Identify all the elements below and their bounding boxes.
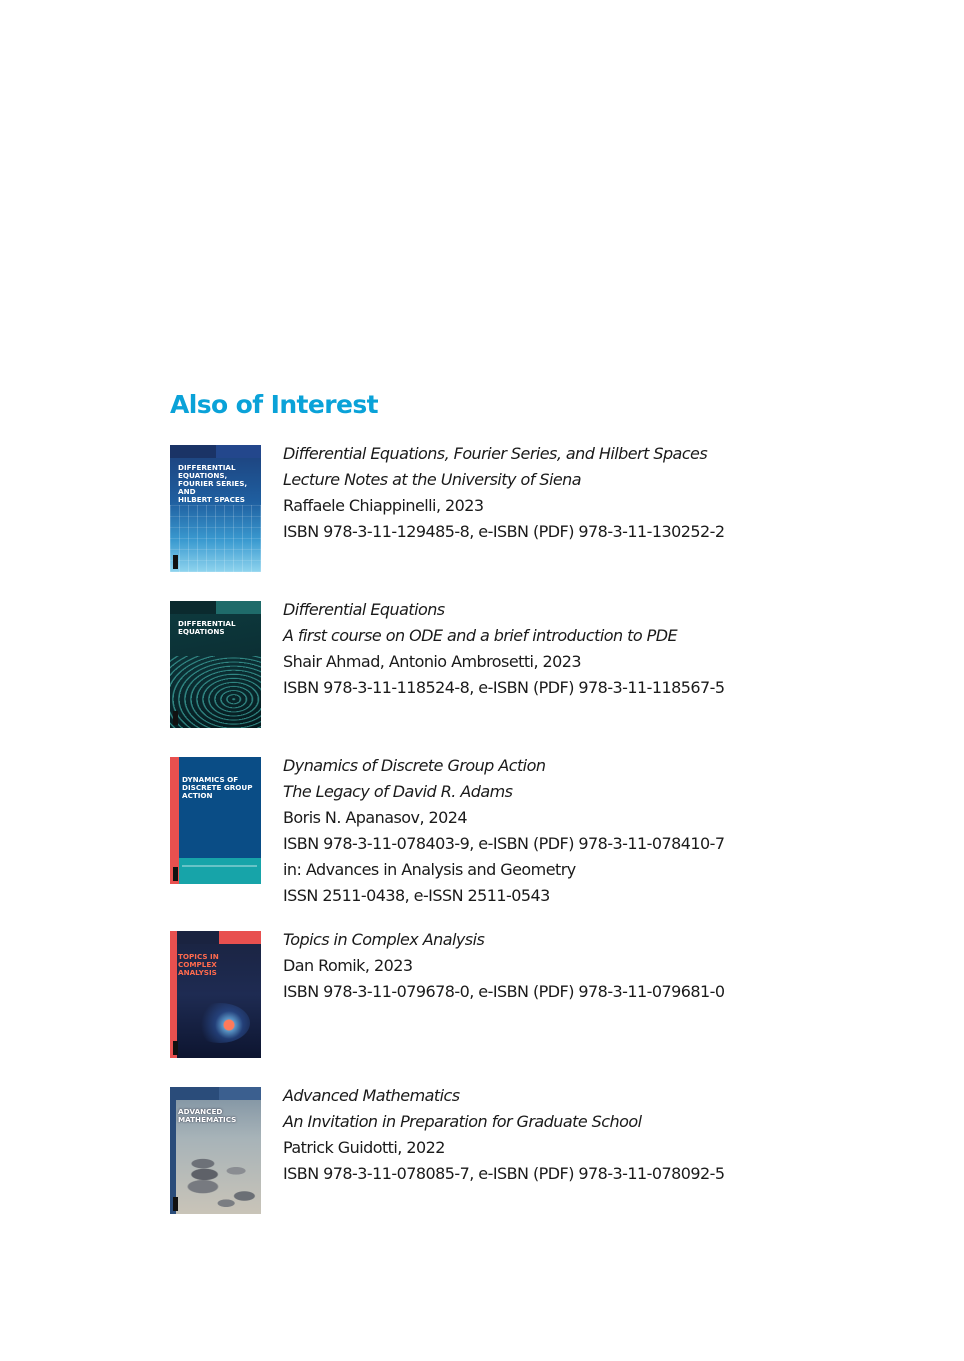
book-title: Differential Equations, Fourier Series, and Hilbert Spaces: [283, 444, 708, 463]
book-cover: [170, 931, 261, 1058]
book-author: Patrick Guidotti, 2022: [283, 1138, 445, 1157]
section-heading: Also of Interest: [170, 390, 378, 419]
book-entry: [170, 1087, 725, 1214]
book-isbn: ISBN 978-3-11-078085-7, e-ISBN (PDF) 978-3-11-078092-5: [283, 1164, 725, 1183]
book-author: Shair Ahmad, Antonio Ambrosetti, 2023: [283, 652, 582, 671]
book-entry: [170, 601, 725, 728]
cover-title: TOPICS IN COMPLEX ANALYSIS: [178, 952, 219, 977]
book-title: Topics in Complex Analysis: [283, 930, 485, 949]
book-entry: [170, 757, 725, 909]
book-cover: [170, 445, 261, 572]
book-cover: [170, 757, 261, 884]
book-entry: [170, 931, 725, 1058]
book-cover: [170, 1087, 261, 1214]
cover-title: DYNAMICS OF DISCRETE GROUP ACTION: [182, 775, 253, 800]
book-isbn: ISBN 978-3-11-129485-8, e-ISBN (PDF) 978-3-11-130252-2: [283, 522, 725, 541]
book-isbn: ISBN 978-3-11-079678-0, e-ISBN (PDF) 978-3-11-079681-0: [283, 982, 725, 1001]
cover-title: DIFFERENTIAL EQUATIONS: [178, 619, 236, 636]
book-author: Raffaele Chiappinelli, 2023: [283, 496, 484, 515]
book-author: Dan Romik, 2023: [283, 956, 413, 975]
cover-title: ADVANCED MATHEMATICS: [178, 1107, 237, 1124]
book-isbn: ISBN 978-3-11-078403-9, e-ISBN (PDF) 978-3-11-078410-7: [283, 834, 725, 853]
book-subtitle: A first course on ODE and a brief introduction to PDE: [283, 626, 678, 645]
book-title: Dynamics of Discrete Group Action: [283, 756, 546, 775]
book-subtitle: The Legacy of David R. Adams: [283, 782, 513, 801]
cover-title: DIFFERENTIAL EQUATIONS, FOURIER SERIES, AND HILBERT SPACES: [178, 463, 248, 504]
book-issn: ISSN 2511-0438, e-ISSN 2511-0543: [283, 886, 550, 905]
book-isbn: ISBN 978-3-11-118524-8, e-ISBN (PDF) 978-3-11-118567-5: [283, 678, 725, 697]
book-subtitle: Lecture Notes at the University of Siena: [283, 470, 581, 489]
book-cover: [170, 601, 261, 728]
book-title: Differential Equations: [283, 600, 445, 619]
book-series: in: Advances in Analysis and Geometry: [283, 860, 576, 879]
book-subtitle: An Invitation in Preparation for Graduate School: [283, 1112, 642, 1131]
book-author: Boris N. Apanasov, 2024: [283, 808, 468, 827]
book-entry: [170, 445, 725, 572]
book-title: Advanced Mathematics: [283, 1086, 460, 1105]
